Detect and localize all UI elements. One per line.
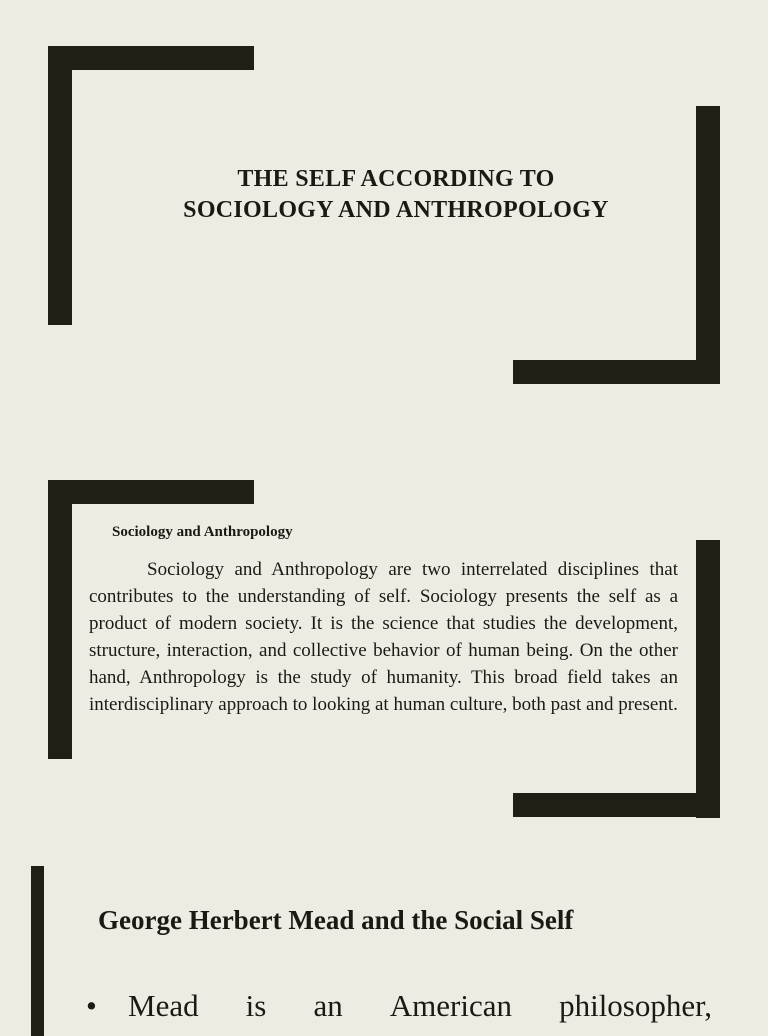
slide1-bottom-right-bracket-horizontal [513, 360, 720, 384]
slide2-top-left-bracket-vertical [48, 480, 72, 759]
slide2-bottom-right-bracket-horizontal [513, 793, 720, 817]
slide2-paragraph: Sociology and Anthropology are two interrelated disciplines that contributes to the understanding of self. Sociology presents the self as a product of modern society. It is the science that studies the development, structure, interaction, and collective behavior of human being. On the other hand, Anthropology is the study of humanity. This broad field takes an interdisciplinary approach to looking at human culture, both past and present. [89, 559, 678, 715]
slide1-title-line1: THE SELF ACCORDING TO [237, 166, 555, 192]
bullet-word: Mead [128, 988, 199, 1023]
slide2-top-left-bracket-horizontal [48, 480, 254, 504]
bullet-word: an [313, 988, 343, 1023]
slide3-bullet-item [86, 984, 712, 1028]
slide1-top-left-bracket-horizontal [48, 46, 254, 70]
bullet-word: philosopher, [559, 988, 712, 1023]
slide1-top-left-bracket-vertical [48, 46, 72, 325]
slide3-left-accent-bar [31, 866, 44, 1036]
slide3-bullet-text [128, 984, 712, 1028]
slide2-bottom-right-bracket-vertical [696, 540, 720, 818]
slide1-title [96, 164, 696, 226]
slide3-heading: George Herbert Mead and the Social Self [98, 905, 574, 935]
slide1-title-line2: SOCIOLOGY AND ANTHROPOLOGY [183, 197, 609, 223]
slide2-subheading: Sociology and Anthropology [112, 524, 293, 540]
slide1-bottom-right-bracket-vertical [696, 106, 720, 384]
bullet-word: American [389, 988, 512, 1023]
bullet-word: is [245, 988, 267, 1023]
bullet-icon: • [86, 988, 97, 1023]
